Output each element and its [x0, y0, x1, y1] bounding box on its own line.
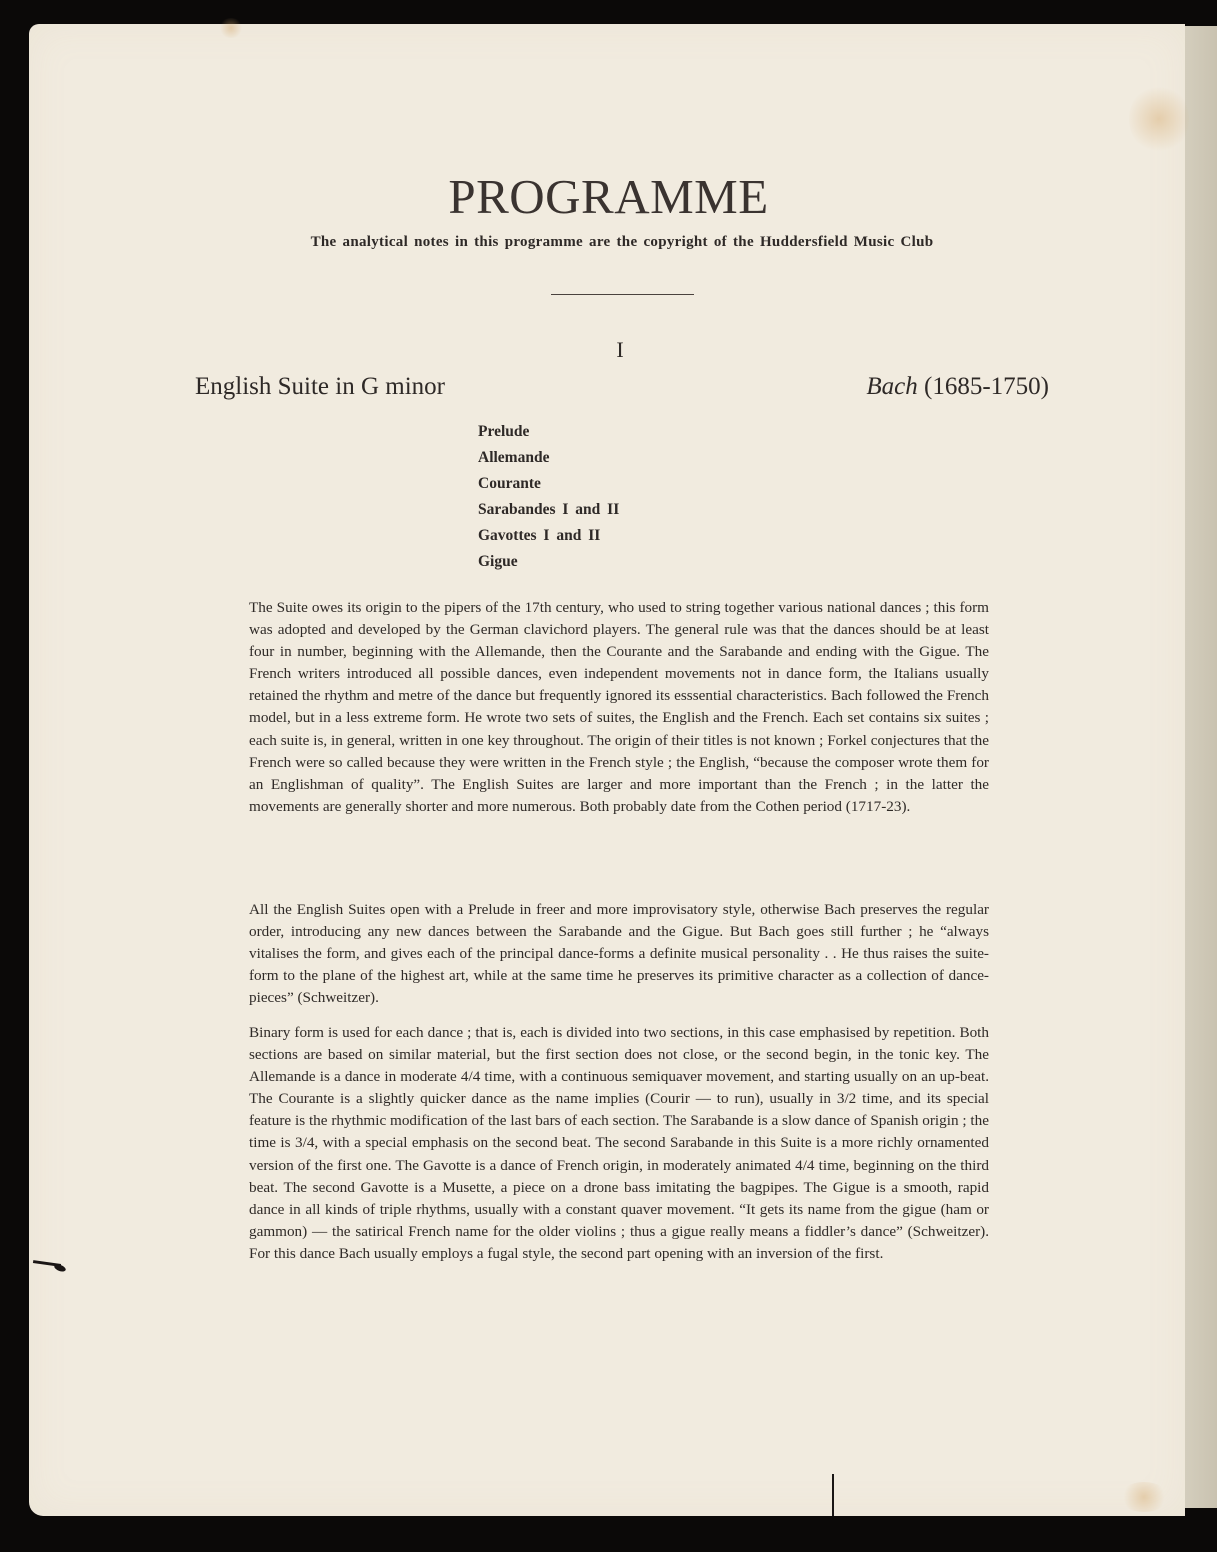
paper-stain — [219, 18, 243, 38]
paragraph-text: The Suite owes its origin to the pipers of the 17th century, who used to string together various national dances ; this form was adopted and developed by the German clavichord players. The general rule was that the dances should be at least four in number, beginning with the Allemande, then the Courante and the Sarabande and ending with the Gigue. The French writers introduced all possible dances, even independent movements not in dance form, the Italians usually retained the rhythm and metre of the dance but frequently ignored its esssential characteristics. Bach followed the French model, but in a less extreme form. He wrote two sets of suites, the English and the French. Each set contains six suites ; each suite is, in general, written in one key throughout. The origin of their titles is not known ; Forkel conjectures that the French were so called because they were written in the French style ; the English, “because the composer wrote them for an Englishman of quality”. The English Suites are larger and more important than the French ; in the latter the movements are generally shorter and more numerous. Both probably date from the Cothen period (1717-23). — [249, 599, 989, 815]
page-title: PROGRAMME — [448, 169, 769, 224]
movement-item: Gavottes I and II — [478, 527, 601, 544]
paper-tear-mark — [832, 1474, 834, 1516]
composer-dates: (1685-1750) — [924, 373, 1049, 400]
analytical-note-paragraph — [249, 597, 989, 818]
paragraph-text: Binary form is used for each dance ; that is, each is divided into two sections, in this case emphasised by repetition. Both sections are based on similar material, but the first section does not close, or the second begin, in the tonic key. The Allemande is a dance in moderate 4/4 time, with a continuous semiquaver movement, and starting usually on an up-beat. The Courante is a slightly quicker dance as the name implies (Courir — to run), usually in 3/2 time, and its special feature is the rhythmic modification of the last bars of each section. The Sarabande is a slow dance of Spanish origin ; the time is 3/4, with a special emphasis on the second beat. The second Sarabande in this Suite is a more richly ornamented version of the first one. The Gavotte is a dance of French origin, in moderately animated 4/4 time, beginning on the third beat. The second Gavotte is a Musette, a piece on a drone bass imitating the bagpipes. The Gigue is a smooth, rapid dance in all kinds of triple rhythms, usually with a constant quaver movement. “It gets its name from the gigue (ham or gammon) — the satirical French name for the older violins ; thus a gigue really means a fiddler’s dance” (Schweitzer). For this dance Bach usually employs a fugal style, the second part opening with an inversion of the first. — [249, 1024, 989, 1262]
composer-name: Bach — [866, 373, 918, 400]
work-title: English Suite in G minor — [195, 373, 445, 400]
composer-credit — [866, 373, 1049, 401]
copyright-notice: The analytical notes in this programme are the copyright of the Huddersfield Music Club — [310, 234, 934, 250]
movement-item: Courante — [478, 475, 541, 492]
paper-stain — [1129, 84, 1189, 154]
paragraph-text: All the English Suites open with a Prelude in freer and more improvisatory style, otherwise Bach preserves the regular order, introducing any new dances between the Sarabande and the Gigue. But Bach goes still further ; he “always vitalises the form, and gives each of the principal dance-forms a definite musical personality . . He thus raises the suite-form to the plane of the highest art, while at the same time he preserves its primitive character as a collection of dance-pieces” (Schweitzer). — [249, 901, 989, 1007]
movement-item: Gigue — [478, 553, 518, 570]
movement-item: Prelude — [478, 423, 530, 440]
analytical-note-paragraph — [249, 1022, 989, 1265]
paper-stain — [1119, 1482, 1169, 1512]
section-numeral: I — [616, 337, 624, 362]
movement-item: Allemande — [478, 449, 550, 466]
divider-rule — [551, 294, 694, 295]
movement-list — [478, 419, 619, 575]
movement-item: Sarabandes I and II — [478, 501, 620, 518]
analytical-note-paragraph — [249, 899, 989, 1009]
